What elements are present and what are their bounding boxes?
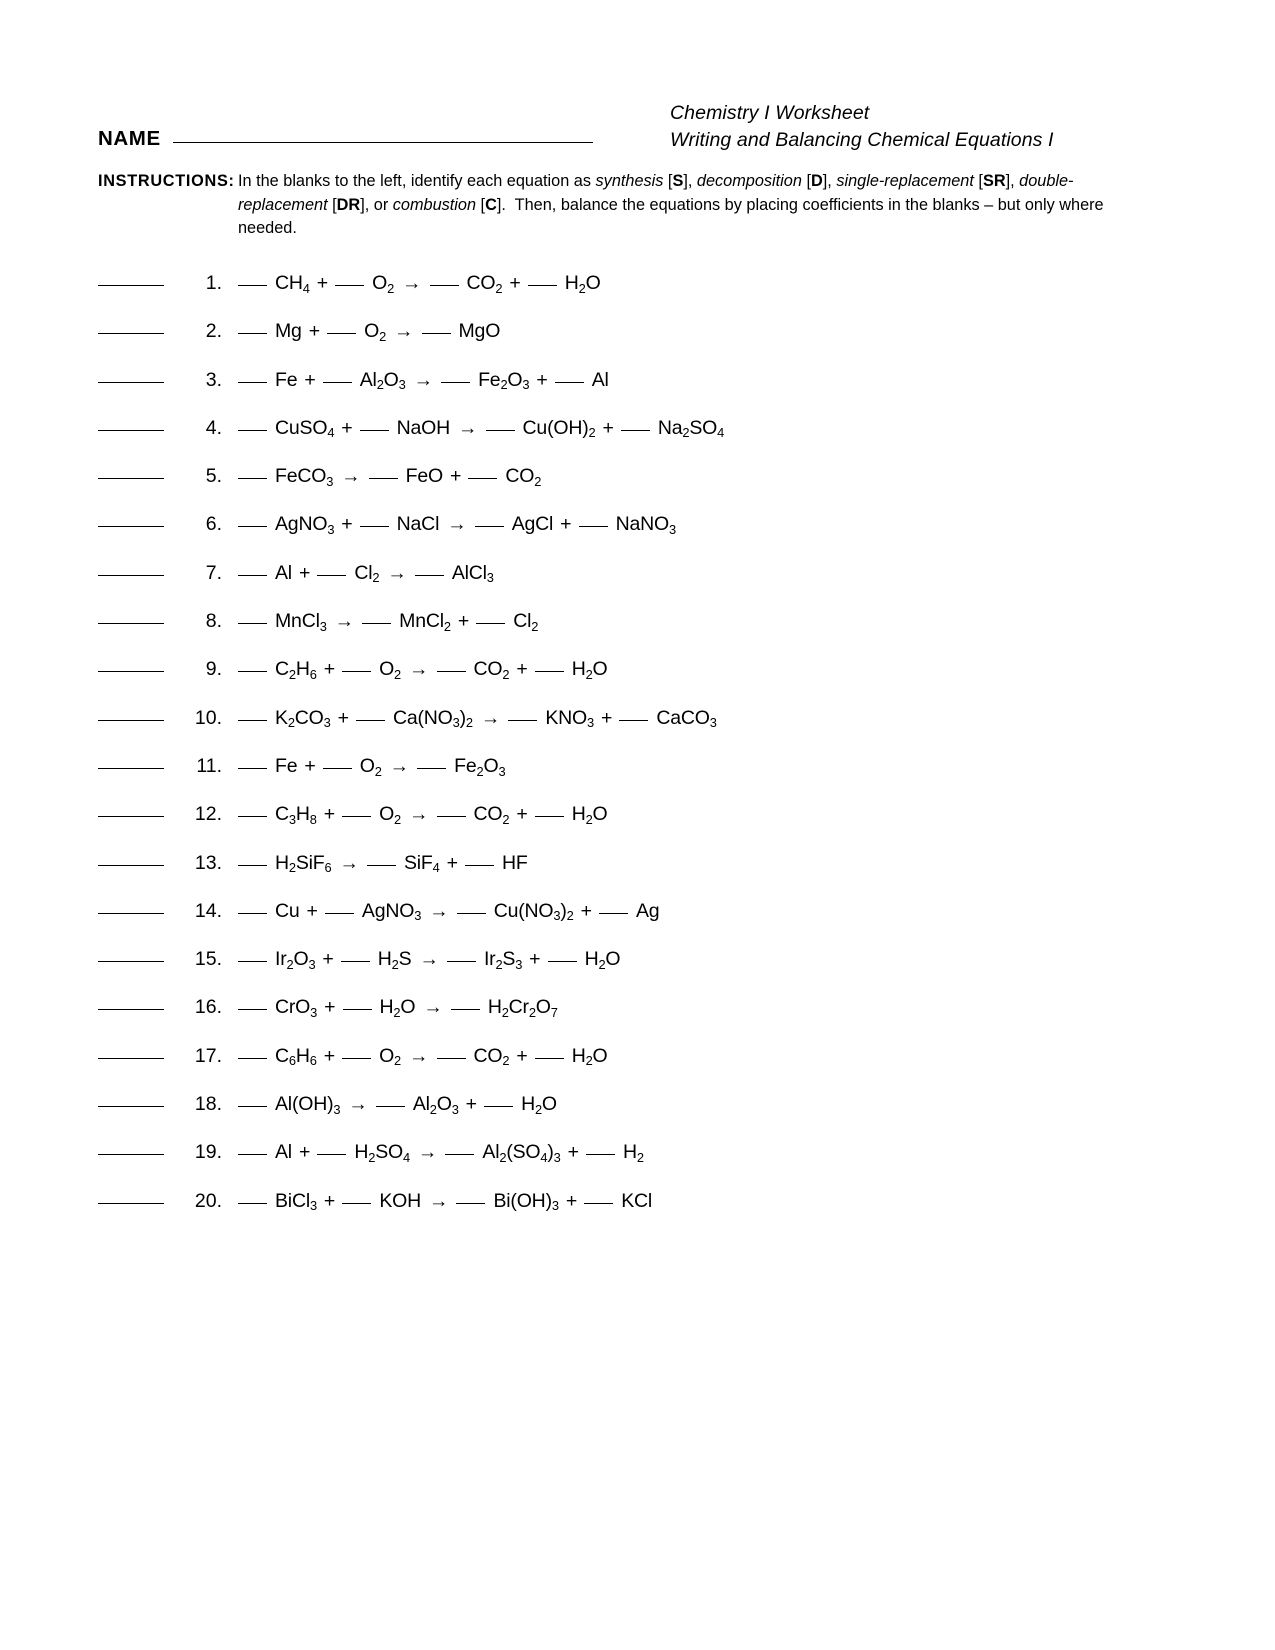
equations-list — [98, 272, 1168, 1238]
coefficient-blank[interactable] — [238, 864, 267, 866]
reaction-type-blank[interactable] — [98, 1202, 164, 1204]
reaction-type-blank[interactable] — [98, 574, 164, 576]
equation-body — [238, 513, 676, 536]
chemical-formula: $Fe_2O_3$ — [478, 368, 530, 393]
chemical-formula: $H_2O$ — [571, 658, 608, 682]
plus-sign: + — [306, 899, 318, 922]
reaction-arrow: → — [447, 513, 467, 536]
reaction-type-blank[interactable] — [98, 670, 164, 672]
equation-row — [98, 1190, 1168, 1238]
equation-number: 2. — [205, 320, 222, 343]
equation-number: 8. — [205, 610, 222, 633]
chemical-formula: $Cl_2$ — [354, 561, 380, 586]
chemical-formula: $H_2O$ — [571, 1044, 608, 1069]
equation-body — [238, 1093, 557, 1116]
chemical-formula: AlCl$_3$ — [451, 561, 494, 586]
name-label: NAME — [98, 127, 161, 150]
reaction-arrow: → — [389, 754, 410, 777]
reaction-arrow: → — [429, 899, 449, 922]
plus-sign: + — [323, 1044, 336, 1067]
instructions-tail: Then, balance the equations by placing coefficients in the blanks – but only where needed. — [238, 195, 1104, 237]
name-field-row — [98, 127, 593, 151]
chemical-formula: $Al_2(SO_4)_3$ — [482, 1141, 561, 1165]
reaction-type-blank[interactable] — [98, 1008, 164, 1010]
equation-body — [238, 417, 724, 440]
coefficient-blank[interactable] — [238, 960, 267, 962]
equation-number: 1. — [205, 272, 222, 294]
coefficient-blank[interactable] — [579, 525, 608, 527]
coefficient-blank[interactable] — [238, 525, 267, 527]
reaction-type-blank[interactable] — [98, 1057, 164, 1059]
chemical-formula: $CO_2$ — [505, 465, 542, 489]
worksheet-title-line2: Writing and Balancing Chemical Equations I — [670, 129, 1054, 151]
chemical-formula: AgNO$_3$ — [361, 899, 422, 924]
coefficient-blank[interactable] — [548, 960, 577, 962]
equation-number: 17. — [194, 1044, 222, 1067]
equation-body — [238, 996, 558, 1019]
equation-row — [98, 465, 1168, 513]
plus-sign: + — [516, 1044, 528, 1067]
coefficient-blank[interactable] — [238, 912, 267, 914]
coefficient-blank[interactable] — [238, 622, 267, 624]
chemical-formula: $O_2$ — [379, 803, 401, 827]
coefficient-blank[interactable] — [437, 670, 466, 672]
coefficient-blank[interactable] — [376, 1105, 405, 1107]
coefficient-blank[interactable] — [369, 477, 398, 479]
equation-row — [98, 1093, 1168, 1141]
equation-row — [98, 272, 1168, 320]
coefficient-blank[interactable] — [457, 912, 486, 914]
reaction-arrow: → — [339, 851, 359, 874]
code-dr: DR — [336, 195, 361, 214]
coefficient-blank[interactable] — [584, 1202, 613, 1204]
plus-sign: + — [304, 368, 316, 391]
plus-sign: + — [308, 320, 321, 343]
equation-body — [238, 755, 505, 778]
chemical-formula: $H_2O$ — [564, 272, 601, 296]
equation-row — [98, 658, 1168, 706]
equation-row — [98, 369, 1168, 417]
chemical-formula: $H_2$ — [623, 1141, 644, 1165]
code-sr: SR — [982, 172, 1006, 190]
plus-sign: + — [298, 1141, 311, 1164]
equation-row — [98, 755, 1168, 803]
plus-sign: + — [337, 706, 349, 729]
plus-sign: + — [536, 368, 548, 391]
coefficient-blank[interactable] — [415, 574, 444, 576]
coefficient-blank[interactable] — [238, 719, 267, 721]
equation-number: 14. — [194, 899, 222, 922]
chemical-formula: $O_2$ — [372, 272, 395, 296]
coefficient-blank[interactable] — [327, 332, 356, 334]
equation-number: 18. — [194, 1093, 222, 1116]
coefficient-blank[interactable] — [238, 332, 267, 334]
chemical-formula: $Cu(OH)_2$ — [522, 416, 596, 441]
instructions-text: In the blanks to the left, identify each equation as synthesis [S], decomposition [D], single-replacement [SR], double-replacement [DR], or combustion [C]. Then, balance the equations by placing coefficients in the blanks – but only where needed. — [238, 172, 1104, 237]
chemical-formula: $O_2$ — [379, 1044, 401, 1069]
equation-body — [238, 1045, 608, 1068]
plus-sign: + — [324, 996, 336, 1019]
coefficient-blank[interactable] — [599, 912, 628, 914]
coefficient-blank[interactable] — [317, 574, 346, 576]
chemical-formula: Ag — [635, 899, 660, 922]
code-d: D — [810, 172, 823, 190]
equation-number: 13. — [194, 851, 222, 874]
reaction-arrow: → — [409, 803, 429, 826]
code-c: C — [485, 195, 497, 214]
coefficient-blank[interactable] — [535, 1057, 564, 1059]
coefficient-blank[interactable] — [323, 767, 352, 769]
chemical-formula: $H_2O$ — [379, 996, 416, 1021]
equation-body — [238, 465, 541, 488]
chemical-formula: $CO_2$ — [473, 1044, 510, 1069]
coefficient-blank[interactable] — [343, 1008, 372, 1010]
equation-row — [98, 1045, 1168, 1093]
equation-row — [98, 562, 1168, 610]
chemical-formula: $CO_2$ — [473, 658, 510, 682]
chemical-formula: $CO_2$ — [466, 272, 503, 296]
coefficient-blank[interactable] — [621, 429, 650, 431]
term-synthesis: synthesis — [595, 172, 664, 190]
coefficient-blank[interactable] — [535, 815, 564, 817]
coefficient-blank[interactable] — [238, 477, 267, 479]
term-combustion: combustion — [392, 195, 477, 214]
reaction-arrow: → — [428, 1189, 449, 1212]
chemical-formula: $C_2H_6$ — [275, 658, 317, 682]
chemical-formula: $Bi(OH)_3$ — [493, 1189, 559, 1214]
chemical-formula: $CH_4$ — [275, 272, 310, 296]
coefficient-blank[interactable] — [417, 767, 446, 769]
chemical-formula: $Al_2O_3$ — [359, 368, 406, 393]
chemical-formula: MgO — [458, 320, 501, 343]
coefficient-blank[interactable] — [437, 815, 466, 817]
chemical-formula: MnCl$_2$ — [399, 610, 451, 634]
chemical-formula: $KNO_3$ — [545, 706, 594, 731]
chemical-formula: $Ir_2S_3$ — [483, 948, 523, 972]
term-decomposition: decomposition — [696, 172, 802, 190]
coefficient-blank[interactable] — [445, 1153, 474, 1155]
chemical-formula: $Cl_2$ — [513, 610, 539, 634]
coefficient-blank[interactable] — [586, 1153, 615, 1155]
equation-number: 12. — [194, 803, 222, 826]
equation-number: 3. — [205, 368, 222, 391]
equation-body — [238, 369, 609, 392]
coefficient-blank[interactable] — [356, 719, 385, 721]
plus-sign: + — [516, 803, 528, 826]
chemical-formula: NaCl — [396, 513, 440, 536]
chemical-formula: Al — [275, 1141, 292, 1164]
chemical-formula: FeO — [405, 465, 443, 488]
chemical-formula: $C_3H_8$ — [275, 803, 317, 827]
chemical-formula: CaCO$_3$ — [656, 706, 717, 731]
chemical-formula: AgNO$_3$ — [275, 513, 335, 538]
reaction-type-blank[interactable] — [98, 1105, 164, 1107]
plus-sign: + — [509, 272, 521, 294]
equation-number: 9. — [205, 658, 222, 681]
reaction-type-blank[interactable] — [98, 719, 164, 721]
plus-sign: + — [446, 851, 458, 874]
equation-number: 10. — [194, 706, 222, 729]
coefficient-blank[interactable] — [528, 284, 557, 286]
equation-row — [98, 900, 1168, 948]
reaction-type-blank[interactable] — [98, 477, 164, 479]
coefficient-blank[interactable] — [360, 429, 389, 431]
coefficient-blank[interactable] — [465, 864, 494, 866]
coefficient-blank[interactable] — [342, 815, 371, 817]
coefficient-blank[interactable] — [238, 670, 267, 672]
equation-number: 11. — [196, 754, 222, 777]
chemical-formula: $H_2S$ — [377, 948, 412, 972]
chemical-formula: $O_2$ — [379, 658, 401, 682]
equation-number: 19. — [194, 1141, 222, 1164]
reaction-arrow: → — [341, 465, 361, 488]
chemical-formula: $K_2CO_3$ — [275, 706, 331, 731]
coefficient-blank[interactable] — [441, 381, 470, 383]
chemical-formula: $H_2O$ — [584, 948, 621, 972]
chemical-formula: NaOH — [396, 416, 451, 439]
chemical-formula: KOH — [379, 1189, 421, 1212]
coefficient-blank[interactable] — [422, 332, 451, 334]
chemical-formula: $CO_2$ — [473, 803, 510, 827]
equation-row — [98, 996, 1168, 1044]
page-header — [98, 100, 1158, 160]
instructions-seg-1: In the blanks to the left, identify each equation as — [238, 172, 596, 190]
code-s: S — [672, 172, 684, 190]
plus-sign: + — [516, 658, 528, 681]
coefficient-blank[interactable] — [430, 284, 459, 286]
coefficient-blank[interactable] — [238, 767, 267, 769]
equation-body — [238, 852, 528, 875]
equation-number: 15. — [194, 948, 222, 971]
equation-body — [238, 1141, 644, 1164]
term-double-replacement: double-replacement — [238, 172, 1074, 214]
plus-sign: + — [529, 948, 541, 971]
chemical-formula: Fe — [275, 368, 298, 391]
equation-body — [238, 658, 608, 681]
coefficient-blank[interactable] — [447, 960, 476, 962]
chemical-formula: Cu — [275, 899, 300, 922]
coefficient-blank[interactable] — [317, 1153, 346, 1155]
coefficient-blank[interactable] — [367, 864, 396, 866]
plus-sign: + — [323, 658, 336, 681]
equation-row — [98, 803, 1168, 851]
reaction-arrow: → — [419, 948, 439, 971]
term-single-replacement: single-replacement — [836, 172, 974, 190]
equation-row — [98, 852, 1168, 900]
coefficient-blank[interactable] — [476, 622, 505, 624]
equation-number: 4. — [205, 416, 222, 439]
chemical-formula: AgCl — [511, 513, 554, 536]
equation-number: 5. — [205, 465, 222, 488]
coefficient-blank[interactable] — [362, 622, 391, 624]
reaction-type-blank[interactable] — [98, 622, 164, 624]
plus-sign: + — [304, 754, 316, 777]
coefficient-blank[interactable] — [535, 670, 564, 672]
chemical-formula: $H_2Cr_2O_7$ — [487, 996, 558, 1021]
coefficient-blank[interactable] — [508, 719, 537, 721]
chemical-formula: $Ir_2O_3$ — [275, 948, 316, 972]
chemical-formula: $Na_2SO_4$ — [657, 416, 725, 441]
chemical-formula: KCl — [621, 1189, 653, 1212]
equation-row — [98, 513, 1168, 561]
worksheet-title-line1: Chemistry I Worksheet — [670, 102, 870, 124]
plus-sign: + — [298, 561, 311, 584]
equation-row — [98, 610, 1168, 658]
reaction-arrow: → — [409, 1044, 429, 1067]
coefficient-blank[interactable] — [360, 525, 389, 527]
plus-sign: + — [341, 416, 353, 439]
chemical-formula: BiCl$_3$ — [275, 1189, 317, 1214]
chemical-formula: $O_2$ — [364, 320, 387, 344]
reaction-arrow: → — [423, 996, 443, 1019]
reaction-type-blank[interactable] — [98, 525, 164, 527]
chemical-formula: FeCO$_3$ — [275, 465, 334, 489]
chemical-formula: $Al(OH)_3$ — [275, 1093, 341, 1117]
coefficient-blank[interactable] — [238, 574, 267, 576]
plus-sign: + — [580, 899, 592, 922]
coefficient-blank[interactable] — [238, 1153, 267, 1155]
coefficient-blank[interactable] — [342, 670, 371, 672]
chemical-formula: $H_2SO_4$ — [354, 1141, 410, 1165]
instructions-label: INSTRUCTIONS: — [98, 172, 235, 190]
plus-sign: + — [567, 1141, 579, 1164]
chemical-formula: Mg — [275, 320, 302, 343]
equation-row — [98, 320, 1168, 368]
equation-body — [238, 320, 500, 343]
chemical-formula: HF — [501, 851, 528, 874]
plus-sign: + — [602, 416, 614, 439]
reaction-type-blank[interactable] — [98, 381, 164, 383]
plus-sign: + — [457, 610, 470, 633]
equation-number: 16. — [194, 996, 222, 1019]
reaction-arrow: → — [402, 272, 422, 294]
equation-row — [98, 417, 1168, 465]
equation-row — [98, 1141, 1168, 1189]
reaction-arrow: → — [348, 1093, 368, 1116]
coefficient-blank[interactable] — [468, 477, 497, 479]
equation-body — [238, 900, 659, 923]
plus-sign: + — [465, 1093, 478, 1116]
chemical-formula: $Cu(NO_3)_2$ — [493, 899, 574, 924]
chemical-formula: MnCl$_3$ — [275, 610, 327, 634]
reaction-type-blank[interactable] — [98, 960, 164, 962]
chemical-formula: $Fe_2O_3$ — [454, 754, 506, 779]
coefficient-blank[interactable] — [342, 1057, 371, 1059]
plus-sign: + — [600, 706, 613, 729]
chemical-formula: NaNO$_3$ — [615, 513, 676, 538]
name-input-line[interactable] — [173, 141, 593, 143]
coefficient-blank[interactable] — [484, 1105, 513, 1107]
coefficient-blank[interactable] — [451, 1008, 480, 1010]
chemical-formula: SiF$_4$ — [403, 851, 440, 876]
plus-sign: + — [323, 1189, 336, 1212]
chemical-formula: Al — [591, 368, 609, 391]
chemical-formula: $Al_2O_3$ — [412, 1093, 459, 1117]
coefficient-blank[interactable] — [341, 960, 370, 962]
instructions-block — [98, 170, 1163, 241]
equation-body — [238, 1190, 652, 1213]
equation-row — [98, 707, 1168, 755]
reaction-type-blank[interactable] — [98, 864, 164, 866]
coefficient-blank[interactable] — [238, 1105, 267, 1107]
equation-body — [238, 562, 494, 585]
reaction-type-blank[interactable] — [98, 815, 164, 817]
coefficient-blank[interactable] — [475, 525, 504, 527]
equation-body — [238, 948, 620, 971]
chemical-formula: $H_2SiF_6$ — [275, 851, 332, 876]
chemical-formula: $Ca(NO_3)_2$ — [392, 706, 473, 731]
reaction-type-blank[interactable] — [98, 429, 164, 431]
reaction-type-blank[interactable] — [98, 912, 164, 914]
equation-body — [238, 272, 601, 295]
coefficient-blank[interactable] — [238, 381, 267, 383]
reaction-arrow: → — [413, 368, 434, 391]
equation-number: 20. — [194, 1189, 222, 1212]
chemical-formula: CuSO$_4$ — [275, 416, 335, 441]
coefficient-blank[interactable] — [456, 1202, 485, 1204]
worksheet-title — [670, 100, 1054, 154]
chemical-formula: CrO$_3$ — [275, 996, 318, 1021]
plus-sign: + — [316, 272, 329, 294]
chemical-formula: $C_6H_6$ — [275, 1044, 317, 1069]
reaction-arrow: → — [334, 610, 355, 633]
plus-sign: + — [450, 465, 462, 488]
plus-sign: + — [323, 803, 336, 826]
plus-sign: + — [322, 948, 334, 971]
reaction-type-blank[interactable] — [98, 767, 164, 769]
coefficient-blank[interactable] — [238, 1008, 267, 1010]
reaction-arrow: → — [417, 1141, 438, 1164]
reaction-type-blank[interactable] — [98, 332, 164, 334]
coefficient-blank[interactable] — [335, 284, 364, 286]
coefficient-blank[interactable] — [325, 912, 354, 914]
coefficient-blank[interactable] — [323, 381, 352, 383]
coefficient-blank[interactable] — [238, 815, 267, 817]
chemical-formula: $O_2$ — [359, 754, 382, 779]
reaction-arrow: → — [458, 416, 478, 439]
reaction-arrow: → — [409, 658, 429, 681]
chemical-formula: Al — [275, 561, 292, 584]
coefficient-blank[interactable] — [555, 381, 584, 383]
plus-sign: + — [560, 513, 572, 536]
coefficient-blank[interactable] — [619, 719, 648, 721]
equation-body — [238, 610, 538, 633]
reaction-arrow: → — [394, 320, 414, 343]
coefficient-blank[interactable] — [486, 429, 515, 431]
coefficient-blank[interactable] — [238, 429, 267, 431]
plus-sign: + — [341, 513, 353, 536]
reaction-type-blank[interactable] — [98, 284, 164, 286]
reaction-arrow: → — [387, 561, 407, 584]
chemical-formula: Fe — [275, 754, 298, 777]
coefficient-blank[interactable] — [342, 1202, 371, 1204]
chemical-formula: $H_2O$ — [571, 803, 608, 827]
reaction-type-blank[interactable] — [98, 1153, 164, 1155]
equation-number: 7. — [205, 561, 222, 584]
reaction-arrow: → — [480, 706, 501, 729]
coefficient-blank[interactable] — [238, 1202, 267, 1204]
coefficient-blank[interactable] — [238, 1057, 267, 1059]
equation-number: 6. — [205, 513, 222, 536]
equation-row — [98, 948, 1168, 996]
equation-body — [238, 803, 608, 826]
coefficient-blank[interactable] — [238, 284, 267, 286]
coefficient-blank[interactable] — [437, 1057, 466, 1059]
equation-body — [238, 707, 717, 730]
plus-sign: + — [565, 1189, 578, 1212]
chemical-formula: $H_2O$ — [521, 1093, 557, 1117]
